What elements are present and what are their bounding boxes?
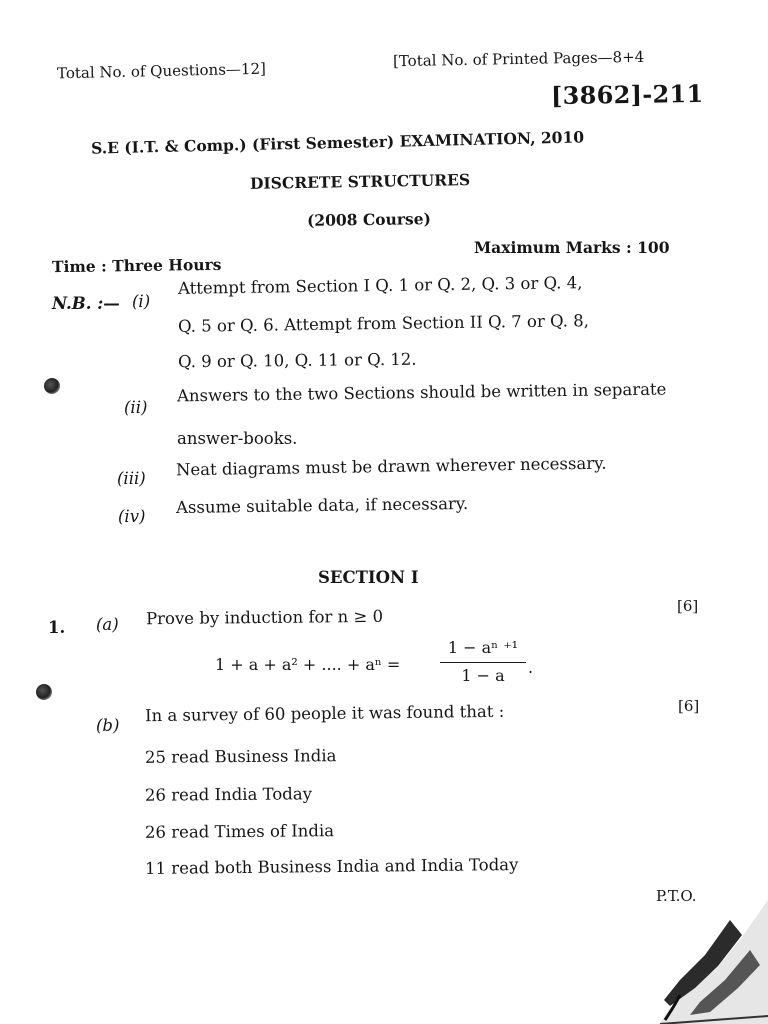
- survey-line-3: 26 read Times of India: [144, 821, 335, 842]
- part-b-label: (b): [96, 716, 120, 735]
- part-a-marks: [6]: [677, 597, 699, 615]
- nb-label: N.B. :—: [52, 294, 120, 313]
- instruction-1-line-2: Q. 5 or Q. 6. Attempt from Section II Q. 7 or Q. 8,: [177, 311, 590, 336]
- instruction-num-1: (i): [132, 292, 151, 311]
- part-a-text: Prove by induction for n ≥ 0: [145, 606, 384, 629]
- total-printed-pages: [Total No. of Printed Pages—8+4: [392, 47, 645, 71]
- question-number: 1.: [48, 618, 66, 637]
- instruction-3-line-1: Neat diagrams must be drawn wherever necessary.: [175, 453, 607, 480]
- part-b-marks: [6]: [678, 697, 700, 715]
- fraction-bar: [440, 662, 526, 663]
- section-heading: SECTION I: [318, 568, 419, 587]
- part-a-label: (a): [96, 615, 119, 634]
- course-title: (2008 Course): [306, 209, 432, 230]
- torn-corner-shadow: [620, 880, 768, 1024]
- survey-line-2: 26 read India Today: [144, 784, 313, 805]
- instruction-1-line-3: Q. 9 or Q. 10, Q. 11 or Q. 12.: [177, 349, 417, 372]
- total-questions: Total No. of Questions—12]: [56, 59, 267, 83]
- formula-numerator: 1 − aⁿ ⁺¹: [447, 638, 519, 657]
- survey-line-1: 25 read Business India: [144, 746, 337, 767]
- formula-lhs: 1 + a + a² + .... + aⁿ =: [215, 655, 401, 674]
- instruction-2-line-2: answer-books.: [177, 429, 298, 448]
- subject-title: DISCRETE STRUCTURES: [249, 170, 471, 193]
- pto-label: P.T.O.: [656, 887, 697, 905]
- instruction-num-2: (ii): [124, 398, 148, 417]
- survey-line-4: 11 read both Business India and India Today: [144, 855, 519, 878]
- instruction-2-line-1: Answers to the two Sections should be written in separate: [176, 379, 667, 406]
- instruction-num-4: (iv): [118, 507, 146, 526]
- formula-denominator: 1 − a: [461, 666, 505, 685]
- part-b-text: In a survey of 60 people it was found that :: [144, 701, 505, 726]
- paper-code: [3862]-211: [550, 78, 704, 111]
- maximum-marks: Maximum Marks : 100: [474, 238, 670, 257]
- instruction-4-line-1: Assume suitable data, if necessary.: [175, 493, 469, 518]
- formula-period: .: [528, 658, 534, 677]
- exam-title: S.E (I.T. & Comp.) (First Semester) EXAMINATION, 2010: [90, 127, 585, 158]
- instruction-1-line-1: Attempt from Section I Q. 1 or Q. 2, Q. 3 or Q. 4,: [177, 273, 583, 298]
- punch-hole-bottom: [36, 684, 52, 700]
- instruction-num-3: (iii): [117, 469, 146, 488]
- punch-hole-top: [44, 378, 60, 394]
- exam-time: Time : Three Hours: [51, 254, 222, 277]
